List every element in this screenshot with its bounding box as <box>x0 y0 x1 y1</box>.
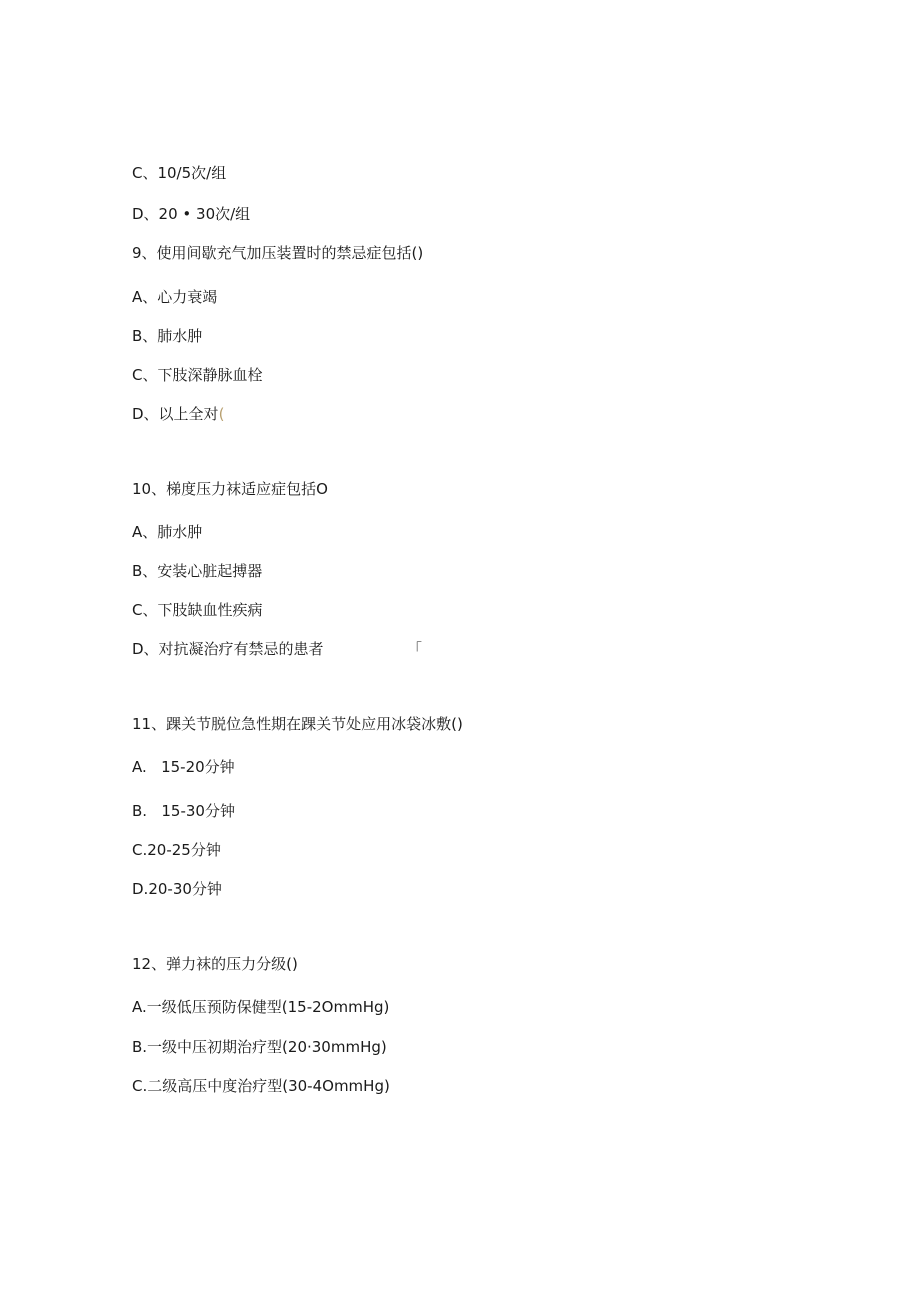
option-9b: B、肺水肿 <box>132 327 203 345</box>
option-11c: C.20-25分钟 <box>132 841 221 859</box>
option-9d-row <box>132 404 224 424</box>
option-11d: D.20-30分钟 <box>132 880 222 898</box>
option-10d: D、对抗凝治疗有禁忌的患者 <box>132 640 324 658</box>
option-9d: D、以上全对 <box>132 405 219 423</box>
option-12c: C.二级高压中度治疗型(30-4OmmHg) <box>132 1077 390 1095</box>
question-10: 10、梯度压力袜适应症包括O <box>132 480 328 498</box>
option-10b: B、安装心脏起搏器 <box>132 562 263 580</box>
stray-bracket-mark: 「 <box>407 640 423 658</box>
option-12a: A.一级低压预防保健型(15-2OmmHg) <box>132 998 390 1016</box>
stray-paren-mark: ( <box>218 405 225 423</box>
option-12b: B.一级中压初期治疗型(20·30mmHg) <box>132 1038 387 1056</box>
option-8c: C、10/5次/组 <box>132 164 227 182</box>
option-8d: D、20 • 30次/组 <box>132 205 251 223</box>
question-12: 12、弹力袜的压力分级() <box>132 955 298 973</box>
option-11b: B. 15-30分钟 <box>132 802 235 820</box>
question-11: 11、踝关节脱位急性期在踝关节处应用冰袋冰敷() <box>132 715 463 733</box>
option-10c: C、下肢缺血性疾病 <box>132 601 263 619</box>
option-11a: A. 15-20分钟 <box>132 758 235 776</box>
question-9: 9、使用间歇充气加压装置时的禁忌症包括() <box>132 244 424 262</box>
option-10a: A、肺水肿 <box>132 523 203 541</box>
option-9c: C、下肢深静脉血栓 <box>132 366 263 384</box>
option-9a: A、心力衰竭 <box>132 288 218 306</box>
